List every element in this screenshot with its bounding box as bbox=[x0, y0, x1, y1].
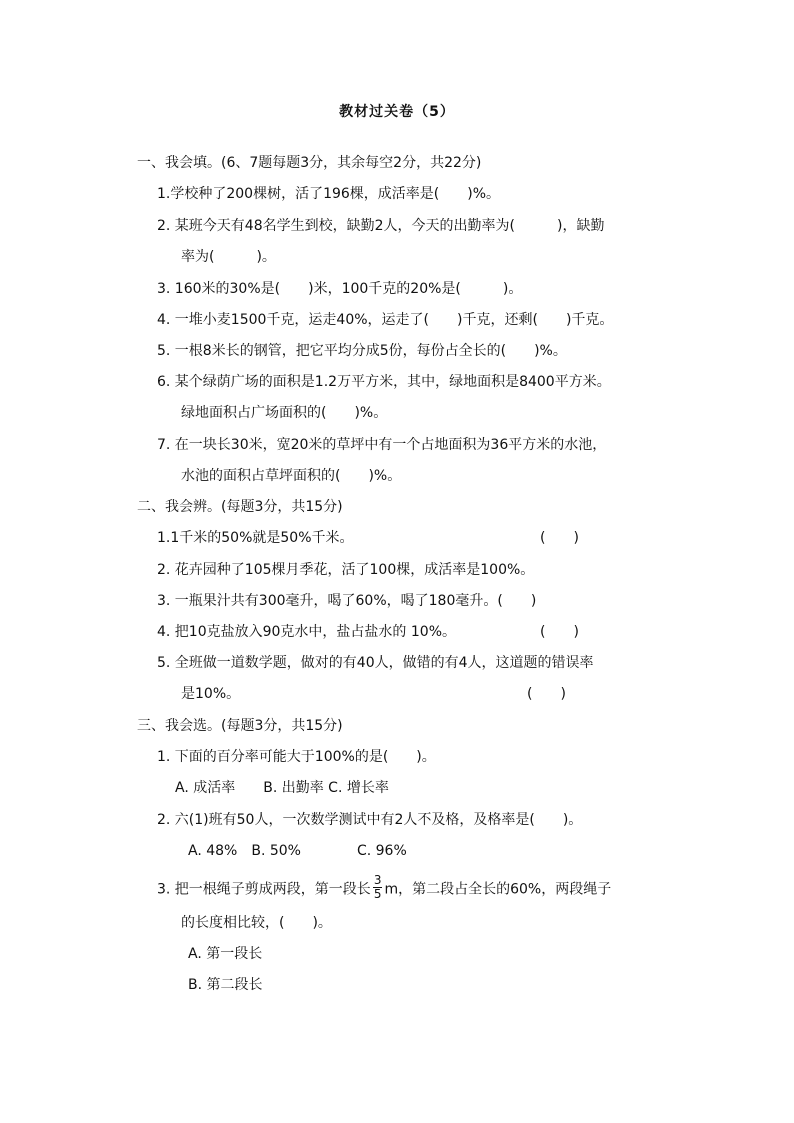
s3-question-3-text-after: m，第二段占全长的60%，两段绳子 bbox=[384, 881, 612, 898]
s3-question-3-line2: 的长度相比较，( )。 bbox=[181, 915, 332, 931]
s2-question-2: 2. 花卉园种了105棵月季花，活了100棵，成活率是100%。 bbox=[157, 562, 535, 578]
fraction-three-fifths bbox=[373, 874, 383, 901]
s3-question-1: 1. 下面的百分率可能大于100%的是( )。 bbox=[157, 749, 436, 765]
s3-question-2: 2. 六(1)班有50人，一次数学测试中有2人不及格，及格率是( )。 bbox=[157, 812, 583, 828]
s1-question-1: 1.学校种了200棵树，活了196棵，成活率是( )%。 bbox=[157, 186, 501, 202]
section3-heading: 三、我会选。(每题3分，共15分) bbox=[137, 718, 343, 734]
s2-question-3: 3. 一瓶果汁共有300毫升，喝了60%，喝了180毫升。( ) bbox=[157, 593, 537, 609]
s2-question-4: 4. 把10克盐放入90克水中，盐占盐水的 10%。 bbox=[157, 624, 457, 640]
s2-question-5-answer-paren[interactable]: ( ) bbox=[527, 686, 566, 702]
s1-question-6-line1: 6. 某个绿荫广场的面积是1.2万平方米，其中，绿地面积是8400平方米。 bbox=[157, 374, 611, 390]
s2-question-5-line1: 5. 全班做一道数学题，做对的有40人，做错的有4人，这道题的错误率 bbox=[157, 655, 594, 671]
s1-question-7-line2: 水池的面积占草坪面积的( )%。 bbox=[181, 468, 402, 484]
s1-question-2-line2: 率为( )。 bbox=[181, 249, 276, 265]
s1-question-6-line2: 绿地面积占广场面积的( )%。 bbox=[181, 405, 388, 421]
s1-question-3: 3. 160米的30%是( )米，100千克的20%是( )。 bbox=[157, 281, 523, 297]
s2-question-5-line2: 是10%。 bbox=[181, 686, 241, 702]
s1-question-5: 5. 一根8米长的钢管，把它平均分成5份，每份占全长的( )%。 bbox=[157, 343, 567, 359]
page-title: 教材过关卷（5） bbox=[339, 104, 455, 120]
s1-question-2-line1: 2. 某班今天有48名学生到校，缺勤2人，今天的出勤率为( )，缺勤 bbox=[157, 218, 605, 234]
section1-heading: 一、我会填。(6、7题每题3分，其余每空2分，共22分) bbox=[137, 155, 482, 171]
s1-question-7-line1: 7. 在一块长30米，宽20米的草坪中有一个占地面积为36平方米的水池， bbox=[157, 437, 607, 453]
s1-question-4: 4. 一堆小麦1500千克，运走40%，运走了( )千克，还剩( )千克。 bbox=[157, 312, 614, 328]
fraction-numerator: 3 bbox=[373, 873, 382, 887]
s3-question-1-options: A. 成活率 B. 出勤率 C. 增长率 bbox=[175, 780, 389, 796]
s3-question-3-text-before: 3. 把一根绳子剪成两段，第一段长 bbox=[157, 881, 371, 898]
s2-question-4-answer-paren[interactable]: ( ) bbox=[540, 624, 579, 640]
s2-question-1: 1.1千米的50%就是50%千米。 bbox=[157, 530, 354, 546]
s3-question-3-option-b: B. 第二段长 bbox=[188, 977, 263, 993]
s3-question-2-options: A. 48% B. 50% C. 96% bbox=[188, 843, 407, 859]
fraction-denominator: 5 bbox=[373, 887, 382, 901]
section2-heading: 二、我会辨。(每题3分，共15分) bbox=[137, 499, 343, 515]
s3-question-3-line1 bbox=[157, 873, 612, 903]
s2-question-1-answer-paren[interactable]: ( ) bbox=[540, 530, 579, 546]
s3-question-3-option-a: A. 第一段长 bbox=[188, 946, 263, 962]
